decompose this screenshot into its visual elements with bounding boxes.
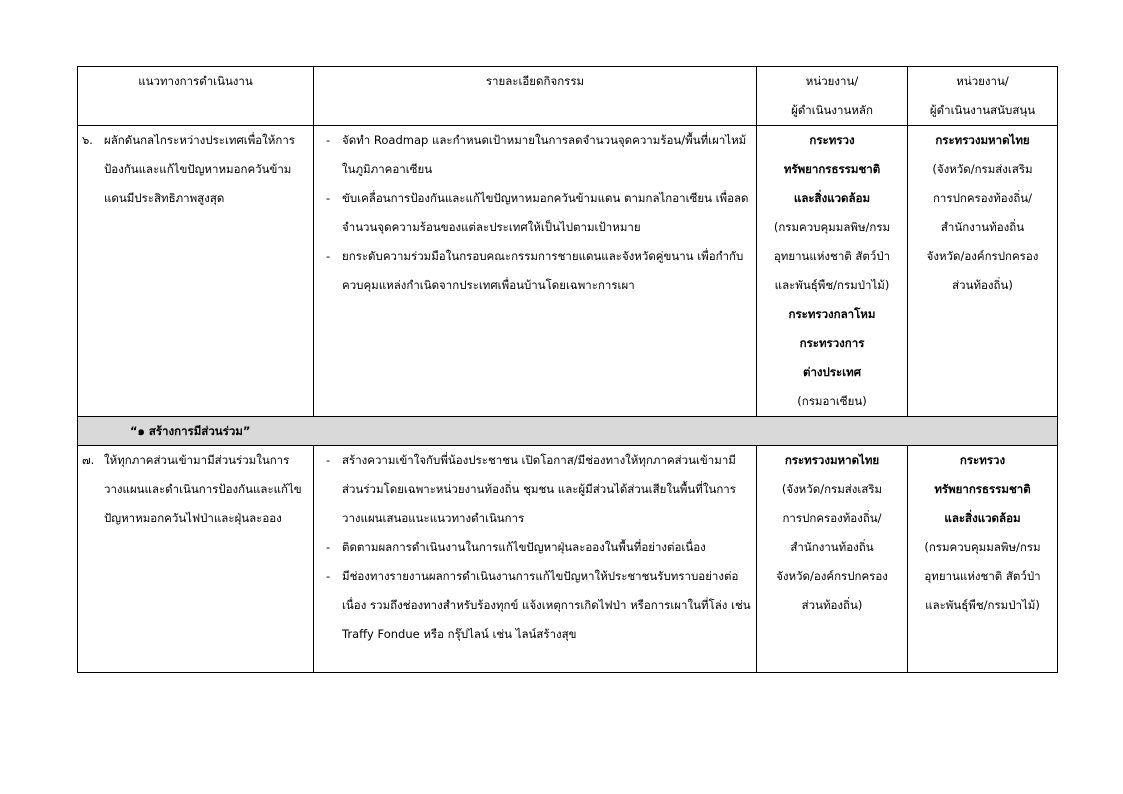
activities-cell bbox=[314, 126, 757, 417]
activity-item: - มีช่องทางรายงานผลการดำเนินงานการแก้ไขปัญหาให้ประชาชนรับทราบอย่างต่อเนื่อง รวมถึงช่องทางสำหรับร้องทุกข์ แจ้งเหตุการเกิดไฟป่า หรือการเผาในที่โล่ง เช่น Traffy Fondue หรือ กรุ๊ปไลน์ เช่น ไลน์สร้างสุข bbox=[326, 569, 751, 641]
strategy-table bbox=[77, 66, 1058, 673]
support-agency-cell: กระทรวงมหาดไทย (จังหวัด/กรมส่งเสริม การปกครองท้องถิ่น/ สำนักงานท้องถิ่น จังหวัด/องค์กรปกครอง ส่วนท้องถิ่น) bbox=[908, 126, 1058, 417]
support-agency-cell: กระทรวง ทรัพยากรธรรมชาติ และสิ่งแวดล้อม (กรมควบคุมมลพิษ/กรม อุทยานแห่งชาติ สัตว์ป่า และพันธุ์พืช/กรมป่าไม้) bbox=[908, 446, 1058, 673]
header-main-agency: หน่วยงาน/ ผู้ดำเนินงานหลัก bbox=[757, 67, 908, 126]
approach-text: ให้ทุกภาคส่วนเข้ามามีส่วนร่วมในการวางแผนและดำเนินการป้องกันและแก้ไขปัญหาหมอกควันไฟป่าและฝุ่นละออง bbox=[104, 453, 302, 525]
header-support-agency: หน่วยงาน/ ผู้ดำเนินงานสนับสนุน bbox=[908, 67, 1058, 126]
approach-text: ผลักดันกลไกระหว่างประเทศเพื่อให้การป้องกันและแก้ไขปัญหาหมอกควันข้ามแดนมีประสิทธิภาพสูงสุด bbox=[104, 133, 295, 205]
main-agency-cell: กระทรวง ทรัพยากรธรรมชาติ และสิ่งแวดล้อม (กรมควบคุมมลพิษ/กรม อุทยานแห่งชาติ สัตว์ป่า และพันธุ์พืช/กรมป่าไม้) กระทรวงกลาโหม กระทรวงการ ต่างประเทศ (กรมอาเซียน) bbox=[757, 126, 908, 417]
table-row bbox=[78, 446, 1058, 673]
activities-cell bbox=[314, 446, 757, 673]
section-row bbox=[78, 417, 1058, 446]
header-activities: รายละเอียดกิจกรรม bbox=[314, 67, 757, 126]
main-agency-cell: กระทรวงมหาดไทย (จังหวัด/กรมส่งเสริม การปกครองท้องถิ่น/ สำนักงานท้องถิ่น จังหวัด/องค์กรปกครอง ส่วนท้องถิ่น) bbox=[757, 446, 908, 673]
activity-item: - ติดตามผลการดำเนินงานในการแก้ไขปัญหาฝุ่นละอองในพื้นที่อย่างต่อเนื่อง bbox=[326, 540, 706, 554]
header-approach: แนวทางการดำเนินงาน bbox=[78, 67, 314, 126]
header-row bbox=[78, 67, 1058, 126]
approach-cell bbox=[78, 126, 314, 417]
row-number: ๗. bbox=[82, 453, 95, 467]
activity-item: - สร้างความเข้าใจกับพี่น้องประชาชน เปิดโอกาส/มีช่องทางให้ทุกภาคส่วนเข้ามามีส่วนร่วมโดยเฉพาะหน่วยงานท้องถิ่น ชุมชน และผู้มีส่วนได้ส่วนเสียในพื้นที่ในการวางแผนเสนอแนะแนวทางดำเนินการ bbox=[326, 453, 736, 525]
activity-item: - ยกระดับความร่วมมือในกรอบคณะกรรมการชายแดนและจังหวัดคู่ขนาน เพื่อกำกับควบคุมแหล่งกำเนิดจากประเทศเพื่อนบ้านโดยเฉพาะการเผา bbox=[326, 249, 744, 292]
approach-cell bbox=[78, 446, 314, 673]
activity-item: - จัดทำ Roadmap และกำหนดเป้าหมายในการลดจำนวนจุดความร้อน/พื้นที่เผาไหม้ในภูมิภาคอาเซียน bbox=[326, 133, 747, 176]
activity-item: - ขับเคลื่อนการป้องกันและแก้ไขปัญหาหมอกควันข้ามแดน ตามกลไกอาเซียน เพื่อลดจำนวนจุดความร้อนของแต่ละประเทศให้เป็นไปตามเป้าหมาย bbox=[326, 191, 749, 234]
section-title: “๑ สร้างการมีส่วนร่วม” bbox=[78, 417, 1058, 446]
table-row bbox=[78, 126, 1058, 417]
row-number: ๖. bbox=[82, 133, 93, 147]
